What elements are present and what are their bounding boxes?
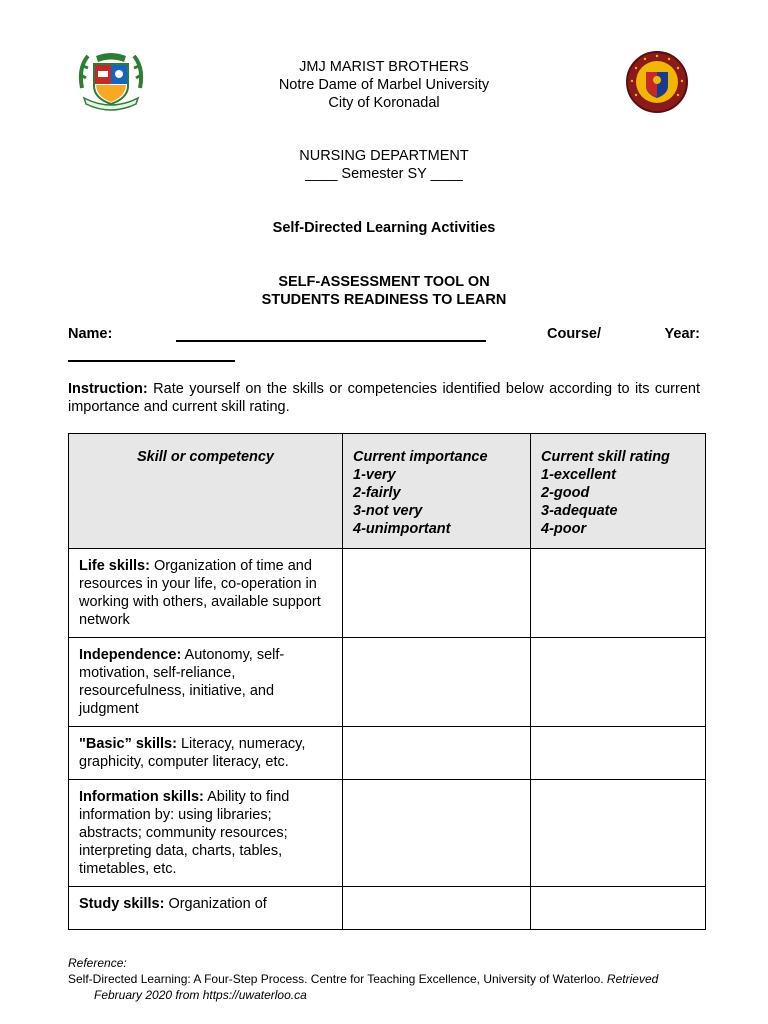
skill-description: Organization of: [164, 896, 267, 912]
skill-description: Autonomy, self-motivation, self-reliance, resourcefulness, initiative, and judgment: [79, 647, 285, 717]
name-label: Name:: [68, 326, 113, 342]
tool-title: [0, 273, 768, 309]
year-label: Year:: [664, 326, 700, 342]
semester-line: ____ Semester SY ____: [305, 166, 463, 182]
importance-scale-1: 1-very: [353, 467, 396, 483]
name-course-year-row: [68, 326, 700, 344]
rating-scale-4: 4-poor: [541, 521, 587, 537]
reference-label: Reference:: [68, 956, 127, 970]
importance-title: Current importance: [353, 449, 488, 465]
skill-cell: [69, 780, 343, 887]
importance-input-cell[interactable]: [343, 780, 531, 887]
importance-scale-2: 2-fairly: [353, 485, 401, 501]
importance-input-cell[interactable]: [343, 549, 531, 638]
importance-scale-3: 3-not very: [353, 503, 423, 519]
skill-label: Life skills:: [79, 558, 150, 574]
table-row: [69, 638, 706, 727]
tool-title-line2: STUDENTS READINESS TO LEARN: [261, 292, 507, 308]
department-name: NURSING DEPARTMENT: [299, 148, 469, 164]
rating-column-header: [531, 434, 706, 549]
rating-input-cell[interactable]: [531, 727, 706, 780]
rating-title: Current skill rating: [541, 449, 670, 465]
school-header: [0, 58, 768, 112]
rating-input-cell[interactable]: [531, 887, 706, 930]
skill-cell: [69, 549, 343, 638]
school-name: JMJ MARIST BROTHERS: [299, 59, 469, 75]
skill-cell: [69, 638, 343, 727]
instruction-paragraph: [68, 380, 700, 416]
skill-label: Information skills:: [79, 789, 204, 805]
table-row: [69, 727, 706, 780]
department-header: [0, 147, 768, 183]
table-row: [69, 780, 706, 887]
importance-scale-4: 4-unimportant: [353, 521, 451, 537]
skill-description: Literacy, numeracy, graphicity, computer literacy, etc.: [79, 736, 306, 770]
reference-note: [68, 955, 708, 1003]
activity-title: Self-Directed Learning Activities: [272, 220, 496, 236]
importance-input-cell[interactable]: [343, 638, 531, 727]
importance-input-cell[interactable]: [343, 727, 531, 780]
reference-retrieved: Retrieved: [603, 972, 659, 986]
tool-title-line1: SELF-ASSESSMENT TOOL ON: [278, 274, 490, 290]
skill-description: Organization of time and resources in your life, co-operation in working with others, available support network: [79, 558, 321, 628]
city-name: City of Koronadal: [328, 95, 440, 111]
course-label: Course/: [547, 326, 601, 342]
importance-input-cell[interactable]: [343, 887, 531, 930]
rating-input-cell[interactable]: [531, 780, 706, 887]
rating-scale-3: 3-adequate: [541, 503, 618, 519]
reference-text: Self-Directed Learning: A Four-Step Process. Centre for Teaching Excellence, University of Waterloo.: [68, 972, 604, 986]
rating-input-cell[interactable]: [531, 549, 706, 638]
skill-label: "Basic” skills:: [79, 736, 177, 752]
skill-label: Independence:: [79, 647, 182, 663]
instruction-label: Instruction:: [68, 381, 148, 397]
table-row: [69, 549, 706, 638]
rating-scale-1: 1-excellent: [541, 467, 616, 483]
skill-cell: [69, 887, 343, 930]
skill-label: Study skills:: [79, 896, 165, 912]
university-name: Notre Dame of Marbel University: [278, 77, 490, 93]
instruction-text: Rate yourself on the skills or competencies identified below according to its current importance and current skill rating.: [68, 381, 700, 415]
name-blank-line[interactable]: [176, 340, 486, 342]
importance-column-header: [343, 434, 531, 549]
skill-description: Ability to find information by: using libraries; abstracts; community resources; interpreting data, charts, tables, timetables, etc.: [79, 789, 290, 877]
skill-cell: [69, 727, 343, 780]
skill-column-header: Skill or competency: [69, 434, 343, 549]
rating-input-cell[interactable]: [531, 638, 706, 727]
table-row: [69, 887, 706, 930]
table-header-row: [69, 434, 706, 549]
skills-assessment-table: [68, 433, 706, 930]
course-year-blank-line[interactable]: [68, 360, 235, 362]
reference-line2: February 2020 from https://uwaterloo.ca: [94, 988, 307, 1002]
rating-scale-2: 2-good: [541, 485, 590, 501]
